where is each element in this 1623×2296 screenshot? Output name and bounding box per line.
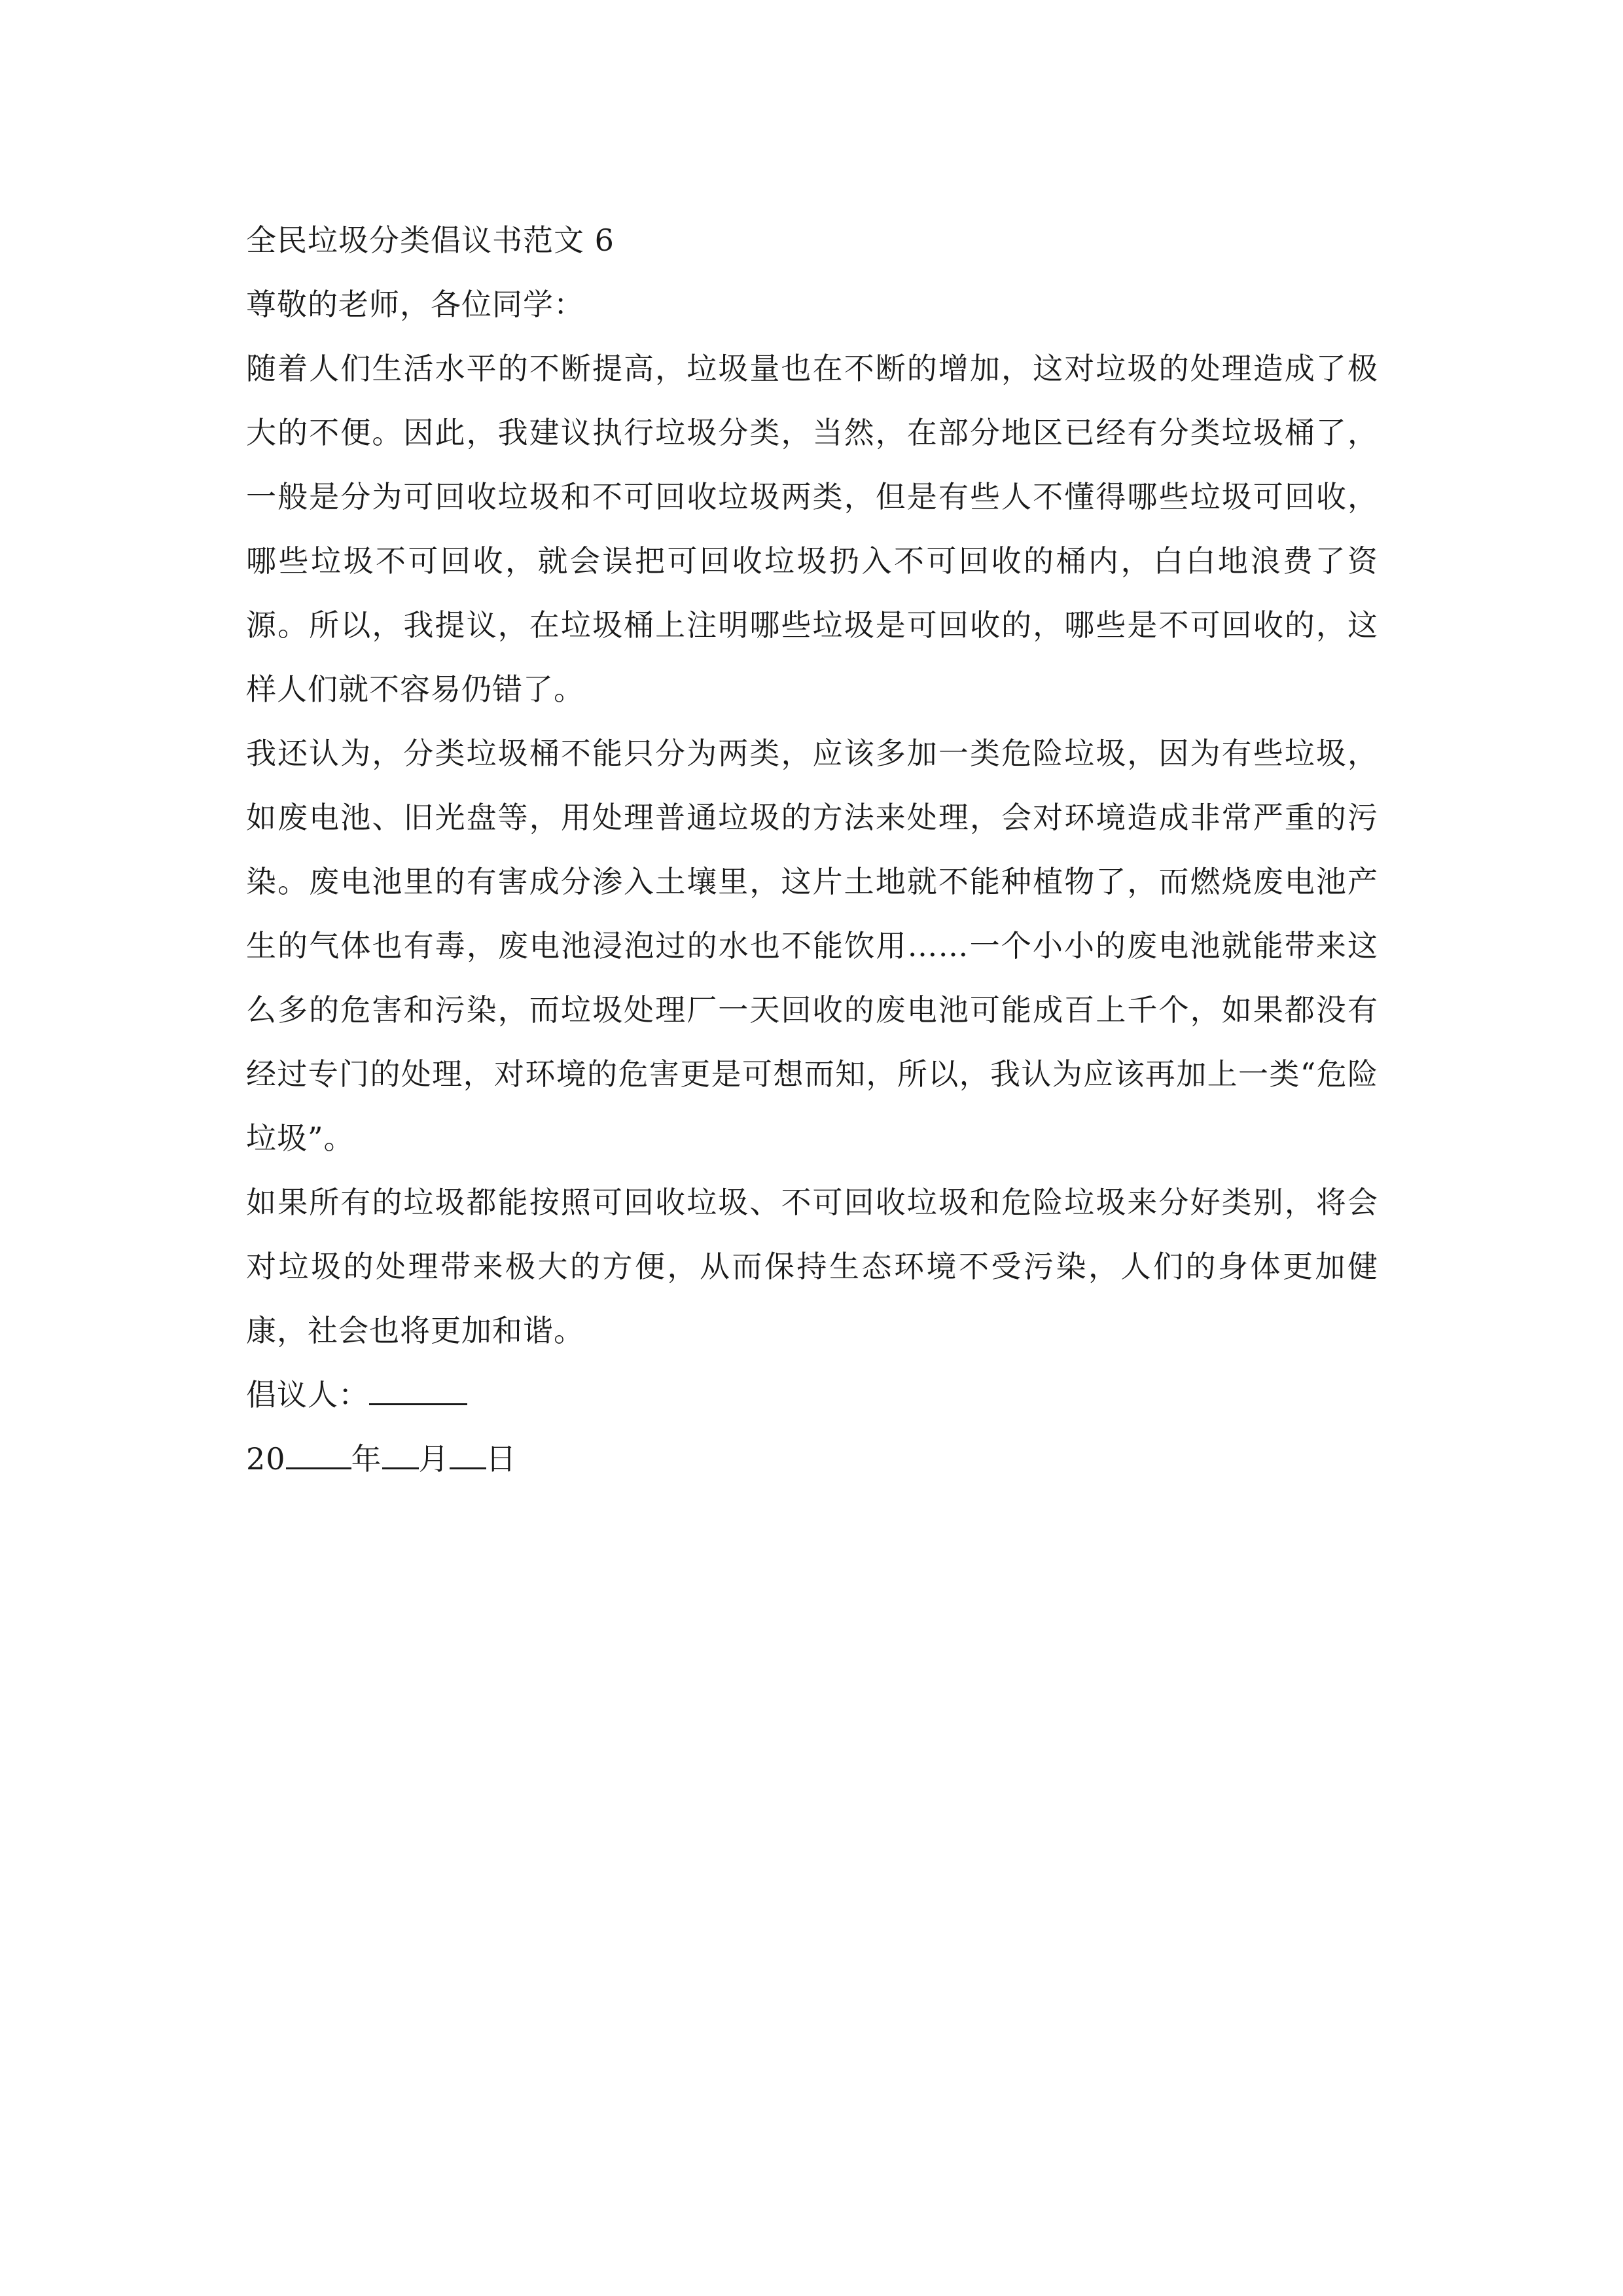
paragraph-3: 如果所有的垃圾都能按照可回收垃圾、不可回收垃圾和危险垃圾来分好类别，将会对垃圾的处理带来极大的方便，从而保持生态环境不受污染，人们的身体更加健康，社会也将更加和谐。 [246,1185,1378,1348]
date-day-suffix: 日 [486,1441,517,1477]
paragraph-2: 我还认为，分类垃圾桶不能只分为两类，应该多加一类危险垃圾，因为有些垃圾，如废电池、旧光盘等，用处理普通垃圾的方法来处理，会对环境造成非常严重的污染。废电池里的有害成分渗入土壤里，这片土地就不能种植物了，而燃烧废电池产生的气体也有毒，废电池浸泡过的水也不能饮用……一个小小的废电池就能带来这么多的危害和污染，而垃圾处理厂一天回收的废电池可能成百上千个，如果都没有经过专门的处理，对环境的危害更是可想而知，所以，我认为应该再加上一类“危险垃圾”。 [246,736,1378,1156]
signature-line [246,1363,1378,1427]
date-line [246,1427,1378,1491]
document-title: 全民垃圾分类倡议书范文 6 [246,223,615,258]
date-year-suffix: 年 [351,1441,382,1477]
day-blank [450,1431,486,1469]
signature-label: 倡议人： [246,1377,369,1412]
date-month-suffix: 月 [418,1441,450,1477]
year-blank [286,1431,351,1469]
document-body [246,208,1378,1491]
salutation: 尊敬的老师，各位同学： [246,287,584,322]
signature-blank [369,1367,467,1405]
month-blank [382,1431,419,1469]
date-year-prefix: 20 [246,1441,286,1477]
paragraph-1: 随着人们生活水平的不断提高，垃圾量也在不断的增加，这对垃圾的处理造成了极大的不便。因此，我建议执行垃圾分类，当然，在部分地区已经有分类垃圾桶了，一般是分为可回收垃圾和不可回收垃圾两类，但是有些人不懂得哪些垃圾可回收，哪些垃圾不可回收，就会误把可回收垃圾扔入不可回收的桶内，白白地浪费了资源。所以，我提议，在垃圾桶上注明哪些垃圾是可回收的，哪些是不可回收的，这样人们就不容易仍错了。 [246,351,1378,707]
